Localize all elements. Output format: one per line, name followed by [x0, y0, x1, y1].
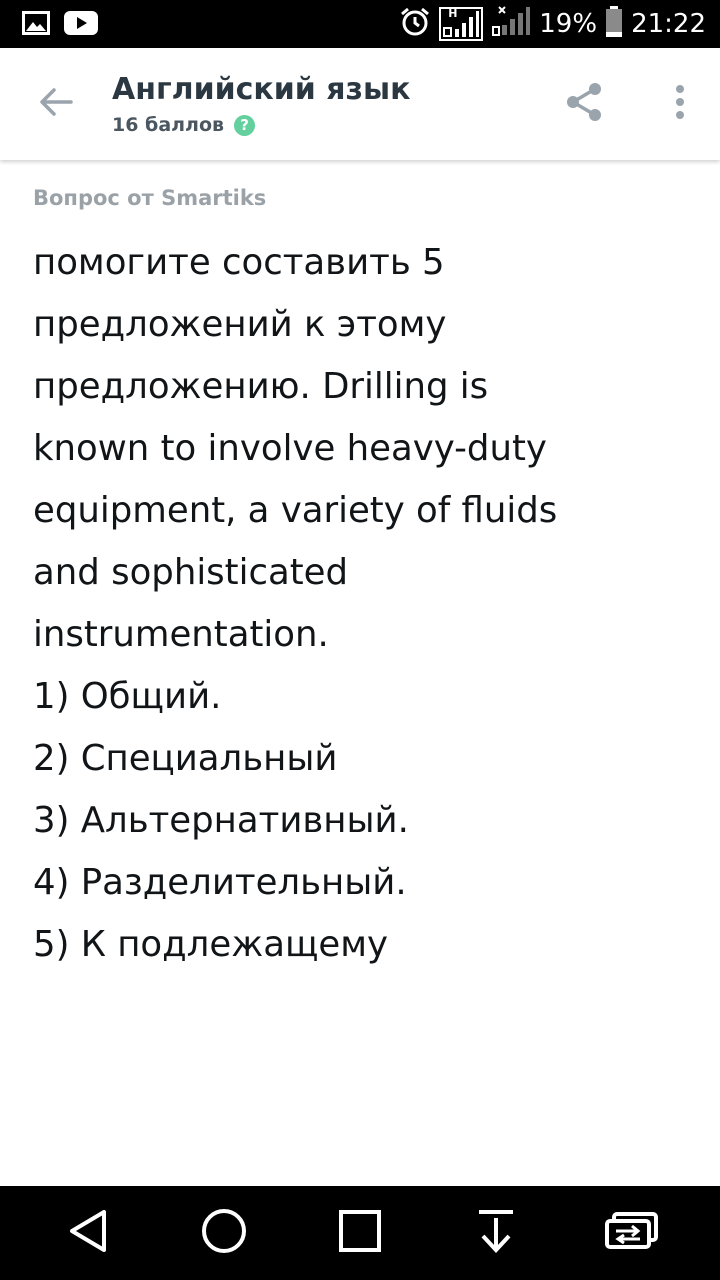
page-title: Английский язык: [112, 72, 411, 107]
points-row: [112, 114, 255, 136]
back-arrow-icon: [38, 86, 74, 123]
nav-switch-button[interactable]: [602, 1208, 662, 1258]
alarm-icon: [399, 6, 431, 43]
download-icon: [475, 1208, 517, 1259]
nav-recents-button[interactable]: [330, 1208, 390, 1258]
question-author: Вопрос от Smartiks: [33, 186, 267, 210]
app-bar: [0, 48, 720, 160]
battery-icon: [605, 6, 623, 43]
image-icon: [22, 11, 50, 40]
back-button[interactable]: [32, 84, 80, 124]
back-triangle-icon: [66, 1208, 110, 1259]
clock: 21:22: [631, 9, 706, 39]
share-icon: [564, 81, 604, 128]
question-content: [33, 186, 693, 976]
sim-signal-icon: [439, 7, 483, 41]
help-icon[interactable]: ?: [234, 115, 255, 136]
switch-icon: [604, 1211, 660, 1256]
battery-percent: 19%: [539, 9, 598, 39]
recents-square-icon: [338, 1209, 382, 1258]
more-options-button[interactable]: [664, 80, 696, 128]
points-label: 16 баллов: [112, 114, 225, 136]
question-text: помогите составить 5 предложений к этому предложению. Drilling is known to involve heavy-duty equipment, a variety of fluids and sophisticated instrumentation. 1) Общий. 2) Специальный 3) Альтернативный. 4) Разделительный. 5) К подлежащему: [33, 242, 558, 965]
share-button[interactable]: [560, 80, 608, 128]
no-sim-signal-icon: [491, 5, 531, 44]
status-bar: [0, 0, 720, 48]
home-circle-icon: [201, 1208, 247, 1259]
system-nav-bar: [0, 1186, 720, 1280]
network-type-badge: H: [448, 7, 458, 20]
nav-home-button[interactable]: [194, 1208, 254, 1258]
youtube-icon: [64, 11, 98, 40]
nav-back-button[interactable]: [58, 1208, 118, 1258]
nav-download-button[interactable]: [466, 1208, 526, 1258]
more-vertical-icon: [675, 84, 685, 125]
